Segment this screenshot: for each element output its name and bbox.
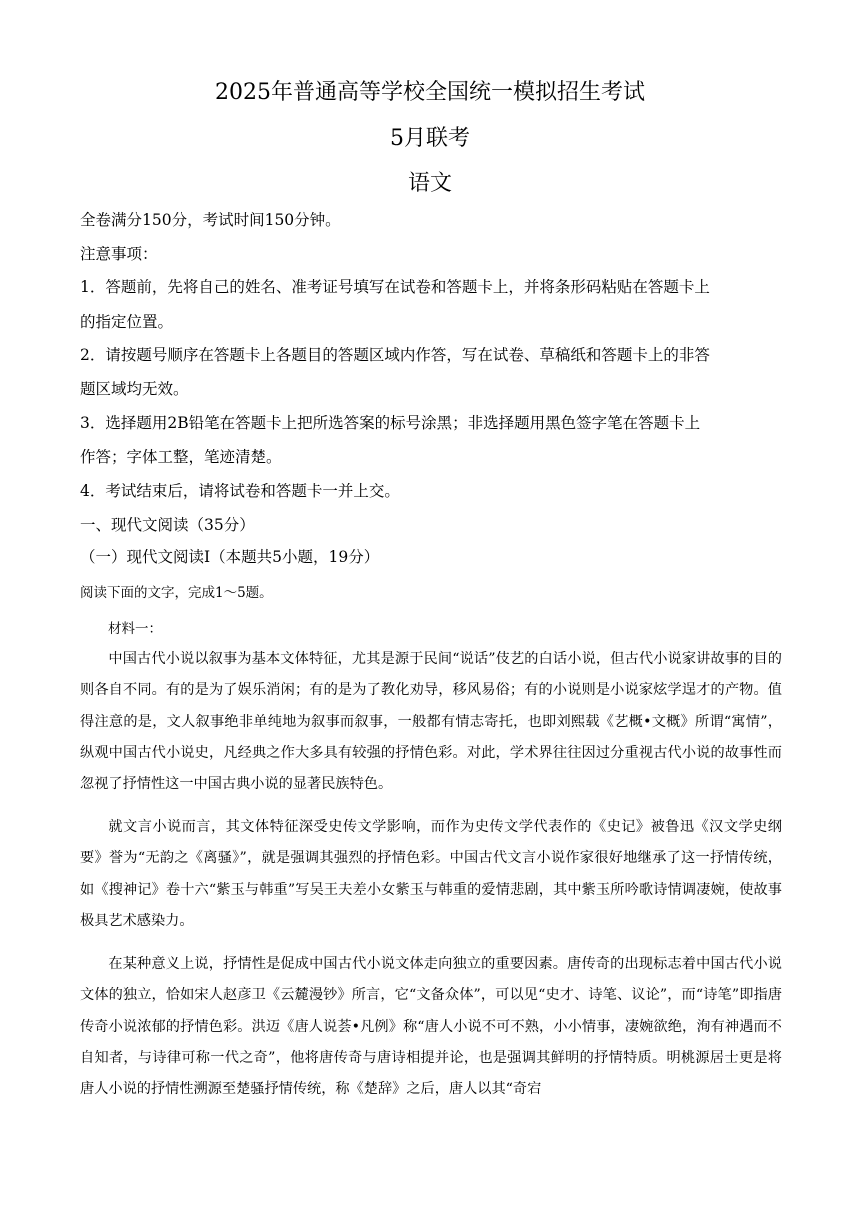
material-label: 材料一： bbox=[108, 621, 162, 637]
material-paragraph-1: 中国古代小说以叙事为基本文体特征，尤其是源于民间“说话”伎艺的白话小说，但古代小说家讲故事的目的则各自不同。有的是为了娱乐消闲；有的是为了教化劝导，移风易俗；有的小说则是小说家炫学逞才的产物。值得注意的是，文人叙事绝非单纯地为叙事而叙事，一般都有情志寄托，也即刘熙载《艺概•文概》所谓“寓情”，纵观中国古代小说史，凡经典之作大多具有较强的抒情色彩。对此，学术界往往因过分重视古代小说的故事性而忽视了抒情性这一中国古典小说的显著民族特色。 bbox=[80, 651, 782, 793]
notice-item-1-line-1: 1．答题前，先将自己的姓名、准考证号填写在试卷和答题卡上，并将条形码粘贴在答题卡上 bbox=[80, 278, 710, 296]
section-heading: 一、现代文阅读（35分） bbox=[80, 516, 255, 534]
section-subheading: （一）现代文阅读Ⅰ（本题共5小题，19分） bbox=[80, 548, 380, 566]
material-paragraph-2: 就文言小说而言，其文体特征深受史传文学影响，而作为史传文学代表作的《史记》被鲁迅《汉文学史纲要》誉为“无韵之《离骚》”，就是强调其强烈的抒情色彩。中国古代文言小说作家很好地继承了这一抒情传统，如《搜神记》卷十六“紫玉与韩重”写吴王夫差小女紫玉与韩重的爱情悲剧，其中紫玉所吟歌诗情调凄婉，使故事极具艺术感染力。 bbox=[80, 819, 782, 929]
score-time-note: 全卷满分150分，考试时间150分钟。 bbox=[80, 211, 341, 229]
notice-item-3-line-2: 作答；字体工整，笔迹清楚。 bbox=[80, 448, 282, 466]
exam-subtitle: 5月联考 bbox=[390, 126, 470, 151]
exam-title: 2025年普通高等学校全国统一模拟招生考试 bbox=[215, 80, 645, 105]
notice-item-2-line-2: 题区域均无效。 bbox=[80, 380, 189, 398]
material-paragraph-3: 在某种意义上说，抒情性是促成中国古代小说文体走向独立的重要因素。唐传奇的出现标志着中国古代小说文体的独立，恰如宋人赵彦卫《云麓漫钞》所言，它“文备众体”，可以见“史才、诗笔、议论”，而“诗笔”即指唐传奇小说浓郁的抒情色彩。洪迈《唐人说荟•凡例》称“唐人小说不可不熟，小小情事，凄婉欲绝，洵有神遇而不自知者，与诗律可称一代之奇”，他将唐传奇与唐诗相提并论，也是强调其鲜明的抒情特质。明桃源居士更是将唐人小说的抒情性溯源至楚骚抒情传统，称《楚辞》之后，唐人以其“奇宕 bbox=[80, 956, 782, 1098]
notice-item-2-line-1: 2．请按题号顺序在答题卡上各题目的答题区域内作答，写在试卷、草稿纸和答题卡上的非答 bbox=[80, 346, 710, 364]
subject-title: 语文 bbox=[407, 171, 452, 196]
notice-heading: 注意事项： bbox=[80, 245, 158, 263]
notice-item-1-line-2: 的指定位置。 bbox=[80, 313, 174, 331]
notice-item-3-line-1: 3．选择题用2B铅笔在答题卡上把所选答案的标号涂黑；非选择题用黑色签字笔在答题卡上 bbox=[80, 414, 701, 432]
reading-instruction: 阅读下面的文字，完成1～5题。 bbox=[80, 585, 273, 601]
notice-item-4: 4．考试结束后，请将试卷和答题卡一并上交。 bbox=[80, 482, 400, 500]
